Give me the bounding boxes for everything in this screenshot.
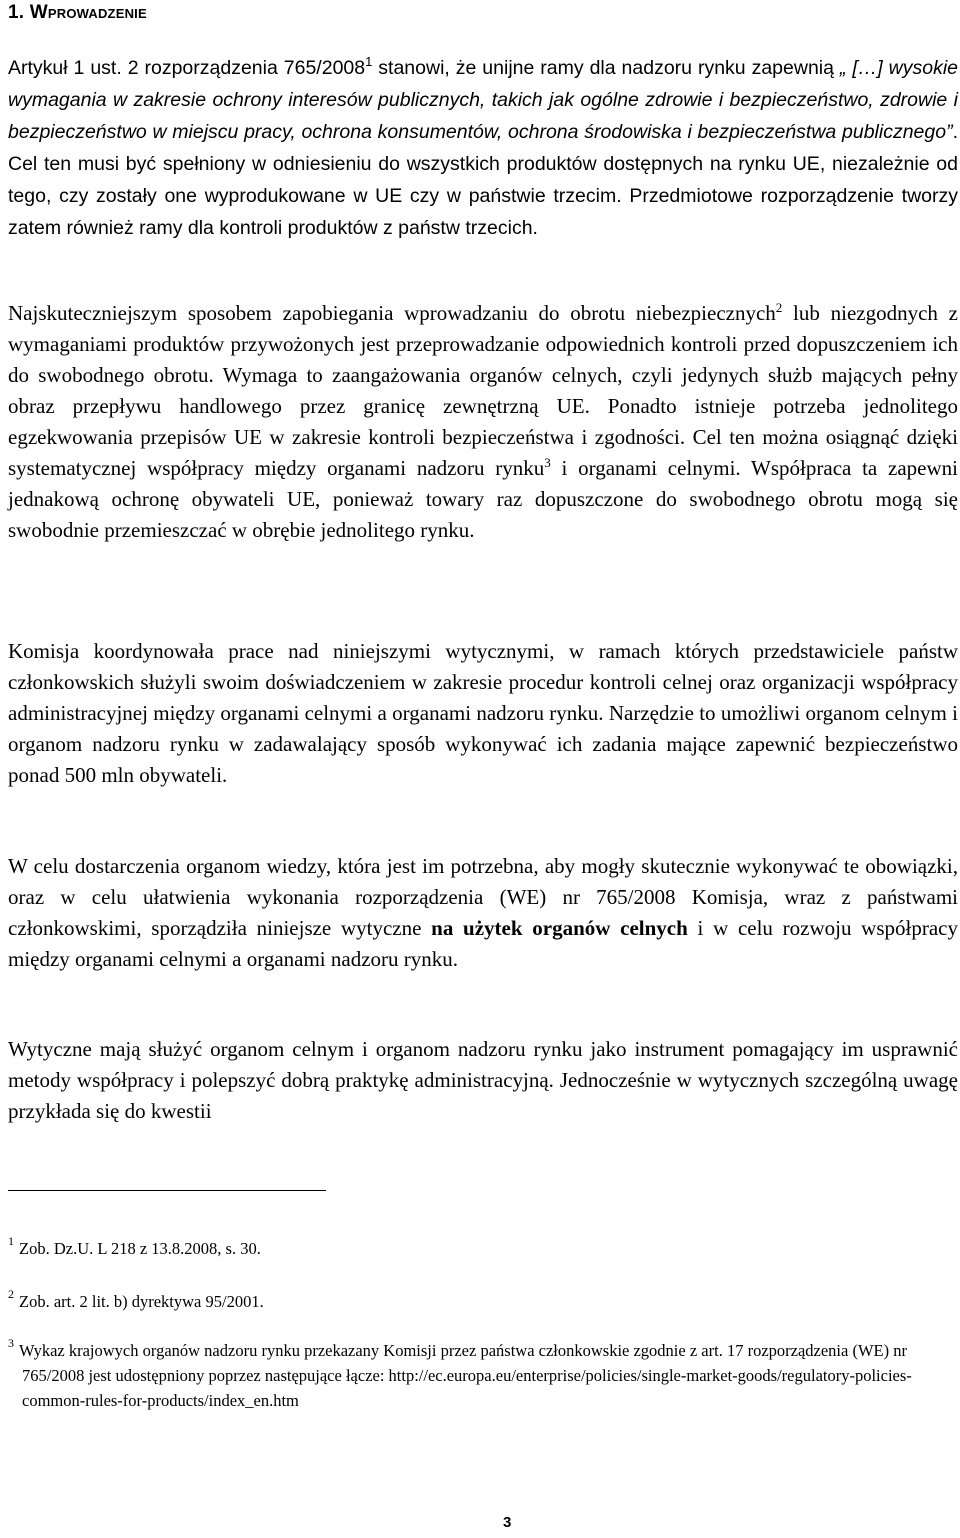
page-number: 3 xyxy=(503,1514,512,1531)
footnote-number: 3 xyxy=(8,1336,14,1350)
p1-quote: „ […] wysokie wymagania w zakresie ochrony interesów publicznych, takich jak ogólne zdrowie i bezpieczeństwo, zdrowie i bezpieczeństwo w miejscu pracy, ochrona konsumentów, ochrona środowiska i bezpieczeństwa publicznego” xyxy=(8,57,958,143)
section-heading: 1. Wprowadzenie xyxy=(8,2,147,23)
footnote-number: 2 xyxy=(8,1287,14,1301)
p4-after: i w celu rozwoju współpracy między organami celnymi a organami nadzoru rynku. xyxy=(8,916,958,971)
paragraph-2 xyxy=(8,298,958,546)
footnote-text: Wykaz krajowych organów nadzoru rynku przekazany Komisji przez państwa członkowskie zgodnie z art. 17 rozporządzenia (WE) nr 765/2008 jest udostępniony poprzez następujące łącze: http://ec.europa.eu/enterprise/policies/single-market-goods/regulatory-policies-common-rules-for-products/index_en.htm xyxy=(19,1341,912,1410)
p2-part2: lub niezgodnych z wymaganiami produktów przywożonych jest przeprowadzanie odpowiednich kontroli przed dopuszczeniem ich do swobodnego obrotu. Wymaga to zaangażowania organów celnych, czyli jedynych służb mających pełny obraz przepływu handlowego przez granicę zewnętrzną UE. Ponadto istnieje potrzeba jednolitego egzekwowania przepisów UE w zakresie kontroli bezpieczeństwa i zgodności. Cel ten można osiągnąć dzięki systematycznej współpracy między organami nadzoru rynku xyxy=(8,301,958,480)
footnote-1 xyxy=(8,1236,948,1261)
paragraph-3: Komisja koordynowała prace nad niniejszymi wytycznymi, w ramach których przedstawiciele państw członkowskich służyli swoim doświadczeniem w zakresie procedur kontroli celnej oraz organizacji współpracy administracyjnej między organami celnymi a organami nadzoru rynku. Narzędzie to umożliwi organom celnym i organom nadzoru rynku w zadawalający sposób wykonywać ich zadania mające zapewnić bezpieczeństwo ponad 500 mln obywateli. xyxy=(8,639,958,787)
footnote-ref-1[interactable]: 1 xyxy=(365,54,373,69)
p1-intro: Artykuł 1 ust. 2 rozporządzenia 765/2008 xyxy=(8,57,366,79)
p1-intro-cont: stanowi, że unijne ramy dla nadzoru rynku zapewnią xyxy=(372,57,840,79)
footnote-text: Zob. art. 2 lit. b) dyrektywa 95/2001. xyxy=(19,1292,264,1311)
footnote-separator xyxy=(8,1190,326,1191)
footnote-3 xyxy=(8,1338,960,1413)
p2-part3: i organami celnymi. Współpraca ta zapewni jednakową ochronę obywateli UE, ponieważ towary raz dopuszczone do swobodnego obrotu mogą się swobodnie przemieszczać w obrębie jednolitego rynku. xyxy=(8,456,958,542)
p2-part1: Najskuteczniejszym sposobem zapobiegania wprowadzaniu do obrotu niebezpiecznych xyxy=(8,301,776,325)
p4-before: W celu dostarczenia organom wiedzy, która jest im potrzebna, aby mogły skutecznie wykonywać te obowiązki, oraz w celu ułatwienia wykonania rozporządzenia (WE) nr 765/2008 Komisja, wraz z państwami członkowskimi, sporządziła niniejsze wytyczne xyxy=(8,854,958,940)
footnote-text: Zob. Dz.U. L 218 z 13.8.2008, s. 30. xyxy=(19,1239,261,1258)
paragraph-5: Wytyczne mają służyć organom celnym i organom nadzoru rynku jako instrument pomagający im usprawnić metody współpracy i polepszyć dobrą praktykę administracyjną. Jednocześnie w wytycznych szczególną uwagę przykłada się do kwestii xyxy=(8,1037,958,1123)
p1-rest: . Cel ten musi być spełniony w odniesieniu do wszystkich produktów dostępnych na rynku UE, niezależnie od tego, czy zostały one wyprodukowane w UE czy w państwie trzecim. Przedmiotowe rozporządzenie tworzy zatem również ramy dla kontroli produktów z państw trzecich. xyxy=(8,121,958,239)
paragraph-1 xyxy=(8,52,958,244)
footnote-2 xyxy=(8,1289,948,1314)
p4-bold: na użytek organów celnych xyxy=(431,916,688,940)
footnote-ref-3[interactable]: 3 xyxy=(544,455,551,470)
footnote-ref-2[interactable]: 2 xyxy=(775,300,783,315)
footnote-number: 1 xyxy=(8,1234,14,1248)
paragraph-4 xyxy=(8,851,958,975)
